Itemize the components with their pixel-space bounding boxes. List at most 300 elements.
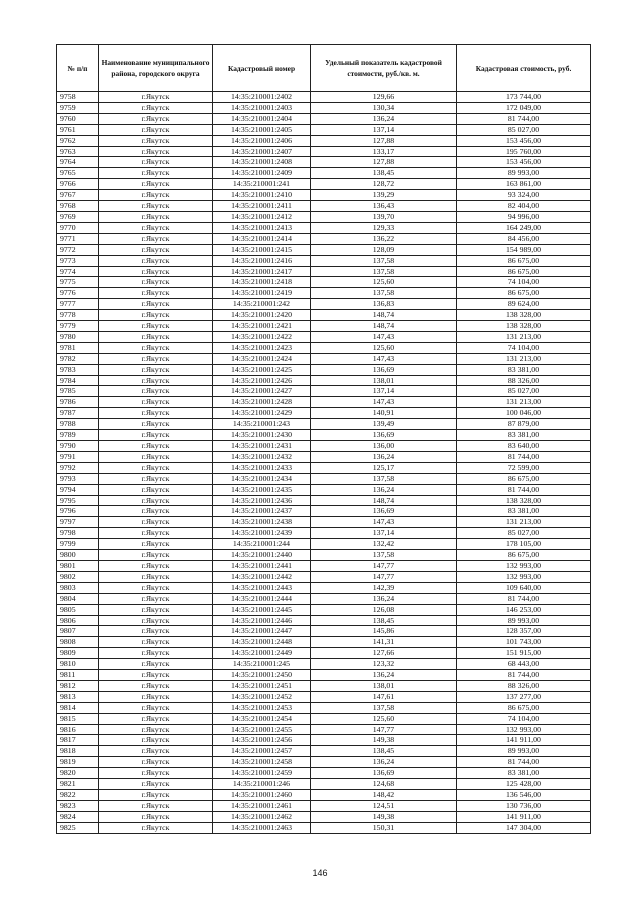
specific-value-cell: 149,38 <box>311 735 457 746</box>
specific-value-cell: 147,61 <box>311 691 457 702</box>
table-row <box>57 822 591 833</box>
specific-value-cell: 123,32 <box>311 659 457 670</box>
cadastral-number-cell: 14:35:210001:2437 <box>213 506 311 517</box>
table-row <box>57 92 591 103</box>
row-number-cell: 9765 <box>57 168 99 179</box>
cadastral-number-cell: 14:35:210001:2414 <box>213 233 311 244</box>
municipality-cell: г.Якутск <box>99 168 213 179</box>
table-row <box>57 615 591 626</box>
row-number-cell: 9807 <box>57 626 99 637</box>
specific-value-cell: 137,14 <box>311 124 457 135</box>
cadastral-value-cell: 89 624,00 <box>457 299 591 310</box>
municipality-cell: г.Якутск <box>99 659 213 670</box>
specific-value-cell: 136,22 <box>311 233 457 244</box>
row-number-cell: 9794 <box>57 484 99 495</box>
table-row <box>57 342 591 353</box>
table-row <box>57 506 591 517</box>
table-row <box>57 637 591 648</box>
row-number-cell: 9768 <box>57 201 99 212</box>
cadastral-value-cell: 109 640,00 <box>457 582 591 593</box>
specific-value-cell: 124,68 <box>311 779 457 790</box>
cadastral-value-cell: 89 993,00 <box>457 746 591 757</box>
cadastral-number-cell: 14:35:210001:2411 <box>213 201 311 212</box>
municipality-cell: г.Якутск <box>99 790 213 801</box>
cadastral-value-cell: 163 861,00 <box>457 179 591 190</box>
header-specific-value: Удельный показатель кадастровой стоимости, руб./кв. м. <box>311 45 457 92</box>
cadastral-number-cell: 14:35:210001:2453 <box>213 702 311 713</box>
table-row <box>57 288 591 299</box>
table-row <box>57 266 591 277</box>
cadastral-value-cell: 138 328,00 <box>457 321 591 332</box>
municipality-cell: г.Якутск <box>99 713 213 724</box>
table-row <box>57 746 591 757</box>
row-number-cell: 9811 <box>57 670 99 681</box>
municipality-cell: г.Якутск <box>99 331 213 342</box>
table-row <box>57 800 591 811</box>
municipality-cell: г.Якутск <box>99 190 213 201</box>
specific-value-cell: 136,69 <box>311 430 457 441</box>
cadastral-value-cell: 132 993,00 <box>457 724 591 735</box>
cadastral-value-cell: 83 640,00 <box>457 441 591 452</box>
specific-value-cell: 136,83 <box>311 299 457 310</box>
municipality-cell: г.Якутск <box>99 342 213 353</box>
cadastral-value-cell: 100 046,00 <box>457 408 591 419</box>
municipality-cell: г.Якутск <box>99 779 213 790</box>
municipality-cell: г.Якутск <box>99 266 213 277</box>
municipality-cell: г.Якутск <box>99 211 213 222</box>
municipality-cell: г.Якутск <box>99 691 213 702</box>
municipality-cell: г.Якутск <box>99 800 213 811</box>
table-row <box>57 222 591 233</box>
municipality-cell: г.Якутск <box>99 484 213 495</box>
cadastral-number-cell: 14:35:210001:2446 <box>213 615 311 626</box>
specific-value-cell: 147,77 <box>311 560 457 571</box>
cadastral-value-cell: 83 381,00 <box>457 768 591 779</box>
cadastral-value-cell: 86 675,00 <box>457 255 591 266</box>
specific-value-cell: 148,74 <box>311 310 457 321</box>
table-row <box>57 179 591 190</box>
table-row <box>57 495 591 506</box>
cadastral-number-cell: 14:35:210001:2451 <box>213 680 311 691</box>
municipality-cell: г.Якутск <box>99 277 213 288</box>
table-row <box>57 408 591 419</box>
specific-value-cell: 138,01 <box>311 375 457 386</box>
table-row <box>57 604 591 615</box>
cadastral-number-cell: 14:35:210001:2441 <box>213 560 311 571</box>
row-number-cell: 9778 <box>57 310 99 321</box>
cadastral-number-cell: 14:35:210001:2432 <box>213 451 311 462</box>
cadastral-value-cell: 88 326,00 <box>457 375 591 386</box>
header-municipality: Наименование муниципального района, городского округа <box>99 45 213 92</box>
municipality-cell: г.Якутск <box>99 244 213 255</box>
municipality-cell: г.Якутск <box>99 811 213 822</box>
cadastral-value-cell: 81 744,00 <box>457 757 591 768</box>
cadastral-number-cell: 14:35:210001:2442 <box>213 571 311 582</box>
municipality-cell: г.Якутск <box>99 528 213 539</box>
cadastral-value-cell: 138 328,00 <box>457 495 591 506</box>
cadastral-number-cell: 14:35:210001:241 <box>213 179 311 190</box>
municipality-cell: г.Якутск <box>99 473 213 484</box>
cadastral-value-cell: 101 743,00 <box>457 637 591 648</box>
row-number-cell: 9774 <box>57 266 99 277</box>
cadastral-number-cell: 14:35:210001:2415 <box>213 244 311 255</box>
cadastral-value-cell: 68 443,00 <box>457 659 591 670</box>
cadastral-value-cell: 86 675,00 <box>457 550 591 561</box>
row-number-cell: 9793 <box>57 473 99 484</box>
cadastral-value-cell: 81 744,00 <box>457 113 591 124</box>
cadastral-number-cell: 14:35:210001:2428 <box>213 397 311 408</box>
cadastral-value-cell: 94 996,00 <box>457 211 591 222</box>
row-number-cell: 9759 <box>57 102 99 113</box>
cadastral-number-cell: 14:35:210001:2418 <box>213 277 311 288</box>
cadastral-number-cell: 14:35:210001:2408 <box>213 157 311 168</box>
municipality-cell: г.Якутск <box>99 539 213 550</box>
row-number-cell: 9810 <box>57 659 99 670</box>
row-number-cell: 9812 <box>57 680 99 691</box>
cadastral-number-cell: 14:35:210001:2439 <box>213 528 311 539</box>
row-number-cell: 9784 <box>57 375 99 386</box>
cadastral-number-cell: 14:35:210001:245 <box>213 659 311 670</box>
specific-value-cell: 128,72 <box>311 179 457 190</box>
table-row <box>57 768 591 779</box>
row-number-cell: 9791 <box>57 451 99 462</box>
row-number-cell: 9780 <box>57 331 99 342</box>
municipality-cell: г.Якутск <box>99 735 213 746</box>
municipality-cell: г.Якутск <box>99 375 213 386</box>
cadastral-number-cell: 14:35:210001:2406 <box>213 135 311 146</box>
row-number-cell: 9820 <box>57 768 99 779</box>
specific-value-cell: 130,34 <box>311 102 457 113</box>
table-row <box>57 735 591 746</box>
specific-value-cell: 148,74 <box>311 495 457 506</box>
specific-value-cell: 137,58 <box>311 266 457 277</box>
specific-value-cell: 147,77 <box>311 724 457 735</box>
municipality-cell: г.Якутск <box>99 124 213 135</box>
specific-value-cell: 137,58 <box>311 550 457 561</box>
cadastral-number-cell: 14:35:210001:2435 <box>213 484 311 495</box>
table-header <box>57 45 591 92</box>
cadastral-number-cell: 14:35:210001:2430 <box>213 430 311 441</box>
specific-value-cell: 139,29 <box>311 190 457 201</box>
municipality-cell: г.Якутск <box>99 157 213 168</box>
cadastral-table-sheet <box>56 44 590 834</box>
header-cadastral-value: Кадастровая стоимость, руб. <box>457 45 591 92</box>
municipality-cell: г.Якутск <box>99 222 213 233</box>
row-number-cell: 9761 <box>57 124 99 135</box>
municipality-cell: г.Якутск <box>99 702 213 713</box>
specific-value-cell: 136,24 <box>311 451 457 462</box>
municipality-cell: г.Якутск <box>99 179 213 190</box>
specific-value-cell: 142,39 <box>311 582 457 593</box>
specific-value-cell: 125,17 <box>311 462 457 473</box>
table-row <box>57 582 591 593</box>
specific-value-cell: 136,69 <box>311 768 457 779</box>
table-row <box>57 102 591 113</box>
specific-value-cell: 125,60 <box>311 713 457 724</box>
table-row <box>57 386 591 397</box>
municipality-cell: г.Якутск <box>99 353 213 364</box>
cadastral-value-cell: 147 304,00 <box>457 822 591 833</box>
cadastral-value-cell: 173 744,00 <box>457 92 591 103</box>
specific-value-cell: 138,01 <box>311 680 457 691</box>
cadastral-value-cell: 81 744,00 <box>457 451 591 462</box>
row-number-cell: 9779 <box>57 321 99 332</box>
row-number-cell: 9802 <box>57 571 99 582</box>
municipality-cell: г.Якутск <box>99 560 213 571</box>
cadastral-value-cell: 164 249,00 <box>457 222 591 233</box>
cadastral-value-cell: 74 104,00 <box>457 713 591 724</box>
cadastral-value-cell: 72 599,00 <box>457 462 591 473</box>
specific-value-cell: 129,33 <box>311 222 457 233</box>
municipality-cell: г.Якутск <box>99 135 213 146</box>
row-number-cell: 9813 <box>57 691 99 702</box>
cadastral-value-cell: 86 675,00 <box>457 288 591 299</box>
cadastral-value-cell: 81 744,00 <box>457 484 591 495</box>
municipality-cell: г.Якутск <box>99 637 213 648</box>
cadastral-number-cell: 14:35:210001:2417 <box>213 266 311 277</box>
cadastral-value-cell: 89 993,00 <box>457 615 591 626</box>
row-number-cell: 9770 <box>57 222 99 233</box>
municipality-cell: г.Якутск <box>99 462 213 473</box>
table-row <box>57 648 591 659</box>
cadastral-value-cell: 86 675,00 <box>457 266 591 277</box>
cadastral-number-cell: 14:35:210001:2423 <box>213 342 311 353</box>
row-number-cell: 9769 <box>57 211 99 222</box>
row-number-cell: 9777 <box>57 299 99 310</box>
specific-value-cell: 148,42 <box>311 790 457 801</box>
table-row <box>57 451 591 462</box>
specific-value-cell: 137,58 <box>311 288 457 299</box>
cadastral-value-cell: 132 993,00 <box>457 560 591 571</box>
page-number: 146 <box>312 868 328 878</box>
cadastral-number-cell: 14:35:210001:2443 <box>213 582 311 593</box>
specific-value-cell: 136,24 <box>311 670 457 681</box>
specific-value-cell: 137,58 <box>311 473 457 484</box>
table-row <box>57 441 591 452</box>
table-row <box>57 211 591 222</box>
row-number-cell: 9785 <box>57 386 99 397</box>
cadastral-value-cell: 83 381,00 <box>457 506 591 517</box>
municipality-cell: г.Якутск <box>99 113 213 124</box>
row-number-cell: 9799 <box>57 539 99 550</box>
table-row <box>57 113 591 124</box>
table-row <box>57 244 591 255</box>
row-number-cell: 9815 <box>57 713 99 724</box>
table-row <box>57 190 591 201</box>
cadastral-value-cell: 132 993,00 <box>457 571 591 582</box>
cadastral-value-cell: 93 324,00 <box>457 190 591 201</box>
cadastral-value-cell: 141 911,00 <box>457 735 591 746</box>
cadastral-number-cell: 14:35:210001:2452 <box>213 691 311 702</box>
cadastral-number-cell: 14:35:210001:2420 <box>213 310 311 321</box>
specific-value-cell: 138,45 <box>311 168 457 179</box>
cadastral-value-cell: 85 027,00 <box>457 124 591 135</box>
table-row <box>57 473 591 484</box>
cadastral-value-cell: 138 328,00 <box>457 310 591 321</box>
cadastral-number-cell: 14:35:210001:2455 <box>213 724 311 735</box>
cadastral-value-cell: 81 744,00 <box>457 593 591 604</box>
table-row <box>57 310 591 321</box>
cadastral-number-cell: 14:35:210001:2438 <box>213 517 311 528</box>
municipality-cell: г.Якутск <box>99 648 213 659</box>
specific-value-cell: 126,08 <box>311 604 457 615</box>
municipality-cell: г.Якутск <box>99 419 213 430</box>
municipality-cell: г.Якутск <box>99 724 213 735</box>
row-number-cell: 9822 <box>57 790 99 801</box>
municipality-cell: г.Якутск <box>99 746 213 757</box>
header-cadastral-number: Кадастровый номер <box>213 45 311 92</box>
cadastral-number-cell: 14:35:210001:2463 <box>213 822 311 833</box>
municipality-cell: г.Якутск <box>99 201 213 212</box>
cadastral-value-cell: 131 213,00 <box>457 397 591 408</box>
row-number-cell: 9786 <box>57 397 99 408</box>
table-row <box>57 233 591 244</box>
row-number-cell: 9809 <box>57 648 99 659</box>
specific-value-cell: 136,69 <box>311 364 457 375</box>
row-number-cell: 9758 <box>57 92 99 103</box>
cadastral-number-cell: 14:35:210001:2421 <box>213 321 311 332</box>
row-number-cell: 9808 <box>57 637 99 648</box>
cadastral-number-cell: 14:35:210001:2405 <box>213 124 311 135</box>
row-number-cell: 9775 <box>57 277 99 288</box>
cadastral-value-cell: 141 911,00 <box>457 811 591 822</box>
specific-value-cell: 147,43 <box>311 331 457 342</box>
table-row <box>57 528 591 539</box>
cadastral-number-cell: 14:35:210001:2419 <box>213 288 311 299</box>
table-row <box>57 168 591 179</box>
table-row <box>57 201 591 212</box>
municipality-cell: г.Якутск <box>99 255 213 266</box>
specific-value-cell: 145,86 <box>311 626 457 637</box>
cadastral-value-cell: 74 104,00 <box>457 277 591 288</box>
municipality-cell: г.Якутск <box>99 430 213 441</box>
specific-value-cell: 136,24 <box>311 113 457 124</box>
table-row <box>57 571 591 582</box>
row-number-cell: 9800 <box>57 550 99 561</box>
cadastral-value-cell: 85 027,00 <box>457 386 591 397</box>
row-number-cell: 9790 <box>57 441 99 452</box>
cadastral-number-cell: 14:35:210001:2431 <box>213 441 311 452</box>
cadastral-number-cell: 14:35:210001:244 <box>213 539 311 550</box>
specific-value-cell: 147,43 <box>311 517 457 528</box>
specific-value-cell: 136,00 <box>311 441 457 452</box>
specific-value-cell: 124,51 <box>311 800 457 811</box>
cadastral-number-cell: 14:35:210001:2444 <box>213 593 311 604</box>
row-number-cell: 9787 <box>57 408 99 419</box>
municipality-cell: г.Якутск <box>99 495 213 506</box>
specific-value-cell: 147,77 <box>311 571 457 582</box>
cadastral-value-cell: 153 456,00 <box>457 135 591 146</box>
table-row <box>57 124 591 135</box>
table-row <box>57 146 591 157</box>
row-number-cell: 9767 <box>57 190 99 201</box>
cadastral-number-cell: 14:35:210001:2450 <box>213 670 311 681</box>
cadastral-number-cell: 14:35:210001:2424 <box>213 353 311 364</box>
municipality-cell: г.Якутск <box>99 768 213 779</box>
specific-value-cell: 136,24 <box>311 757 457 768</box>
specific-value-cell: 137,14 <box>311 528 457 539</box>
cadastral-value-cell: 153 456,00 <box>457 157 591 168</box>
municipality-cell: г.Якутск <box>99 451 213 462</box>
specific-value-cell: 147,43 <box>311 397 457 408</box>
municipality-cell: г.Якутск <box>99 593 213 604</box>
municipality-cell: г.Якутск <box>99 680 213 691</box>
cadastral-number-cell: 14:35:210001:2445 <box>213 604 311 615</box>
municipality-cell: г.Якутск <box>99 364 213 375</box>
table-row <box>57 560 591 571</box>
cadastral-number-cell: 14:35:210001:2427 <box>213 386 311 397</box>
specific-value-cell: 125,60 <box>311 342 457 353</box>
cadastral-value-cell: 83 381,00 <box>457 364 591 375</box>
table-row <box>57 691 591 702</box>
municipality-cell: г.Якутск <box>99 506 213 517</box>
specific-value-cell: 129,66 <box>311 92 457 103</box>
cadastral-number-cell: 14:35:210001:243 <box>213 419 311 430</box>
row-number-cell: 9796 <box>57 506 99 517</box>
cadastral-number-cell: 14:35:210001:2409 <box>213 168 311 179</box>
cadastral-number-cell: 14:35:210001:2412 <box>213 211 311 222</box>
table-row <box>57 593 591 604</box>
specific-value-cell: 127,66 <box>311 648 457 659</box>
specific-value-cell: 133,17 <box>311 146 457 157</box>
row-number-cell: 9803 <box>57 582 99 593</box>
table-row <box>57 353 591 364</box>
municipality-cell: г.Якутск <box>99 386 213 397</box>
municipality-cell: г.Якутск <box>99 321 213 332</box>
cadastral-value-cell: 85 027,00 <box>457 528 591 539</box>
row-number-cell: 9798 <box>57 528 99 539</box>
specific-value-cell: 136,24 <box>311 484 457 495</box>
municipality-cell: г.Якутск <box>99 615 213 626</box>
cadastral-number-cell: 14:35:210001:2402 <box>213 92 311 103</box>
table-row <box>57 724 591 735</box>
cadastral-number-cell: 14:35:210001:2433 <box>213 462 311 473</box>
table-row <box>57 135 591 146</box>
cadastral-number-cell: 14:35:210001:2426 <box>213 375 311 386</box>
municipality-cell: г.Якутск <box>99 397 213 408</box>
municipality-cell: г.Якутск <box>99 517 213 528</box>
specific-value-cell: 127,88 <box>311 157 457 168</box>
specific-value-cell: 149,38 <box>311 811 457 822</box>
table-row <box>57 757 591 768</box>
municipality-cell: г.Якутск <box>99 408 213 419</box>
cadastral-value-cell: 128 357,00 <box>457 626 591 637</box>
cadastral-value-cell: 86 675,00 <box>457 702 591 713</box>
table-row <box>57 419 591 430</box>
cadastral-value-cell: 83 381,00 <box>457 430 591 441</box>
municipality-cell: г.Якутск <box>99 299 213 310</box>
specific-value-cell: 137,14 <box>311 386 457 397</box>
cadastral-number-cell: 14:35:210001:2436 <box>213 495 311 506</box>
row-number-cell: 9760 <box>57 113 99 124</box>
cadastral-number-cell: 14:35:210001:2416 <box>213 255 311 266</box>
cadastral-value-cell: 125 428,00 <box>457 779 591 790</box>
municipality-cell: г.Якутск <box>99 670 213 681</box>
specific-value-cell: 127,88 <box>311 135 457 146</box>
cadastral-value-cell: 84 456,00 <box>457 233 591 244</box>
table-row <box>57 670 591 681</box>
cadastral-number-cell: 14:35:210001:2422 <box>213 331 311 342</box>
row-number-cell: 9819 <box>57 757 99 768</box>
cadastral-value-cell: 74 104,00 <box>457 342 591 353</box>
cadastral-number-cell: 14:35:210001:2454 <box>213 713 311 724</box>
table-row <box>57 702 591 713</box>
table-row <box>57 375 591 386</box>
municipality-cell: г.Якутск <box>99 571 213 582</box>
cadastral-value-cell: 172 049,00 <box>457 102 591 113</box>
cadastral-value-cell: 82 404,00 <box>457 201 591 212</box>
municipality-cell: г.Якутск <box>99 233 213 244</box>
